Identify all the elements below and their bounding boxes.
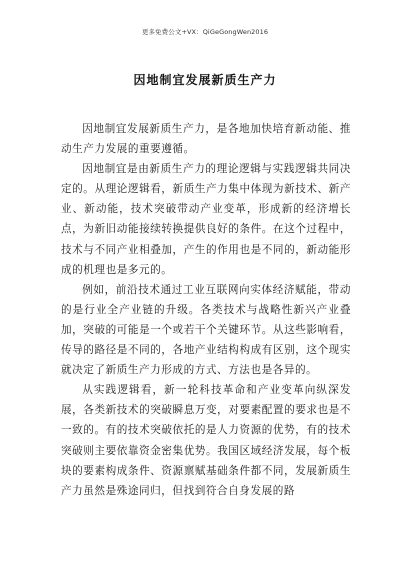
paragraph: 因地制宜是由新质生产力的理论逻辑与实践逻辑共同决定的。从理论逻辑看，新质生产力集中体现为新技术、新产业、新动能，技术突破带动产业变革，形成新的经济增长点，为新旧动能接续转换提供良好的条件。在这个过程中，技术与不同产业相叠加，产生的作用也是不同的，新动能形成的机理也是多元的。 (61, 163, 351, 276)
document-title: 因地制宜发展新质生产力 (133, 73, 277, 87)
header-note: 更多免费公文+VX：QiGeGongWen2016 (141, 28, 269, 36)
paragraph: 因地制宜发展新质生产力，是各地加快培育新动能、推动生产力发展的重要遵循。 (61, 123, 351, 156)
paragraph: 从实践逻辑看，新一轮科技革命和产业变革向纵深发展，各类新技术的突破瞬息万变，对要素配置的要求也是不一致的。有的技术突破依托的是人力资源的优势，有的技术突破则主要依靠资金密集优势。我国区域经济发展，每个板块的要素构成条件、资源禀赋基础条件都不同，发展新质生产力虽然是殊途同归，但找到符合自身发展的路 (61, 384, 351, 497)
paragraph: 例如，前沿技术通过工业互联网向实体经济赋能，带动的是行业全产业链的升级。各类技术与战略性新兴产业叠加，突破的可能是一个或若干个关键环节。从这些影响看，传导的路径是不同的，各地产业结构构成有区别，这个现实就决定了新质生产力形成的方式、方法也是各异的。 (61, 283, 351, 377)
document-body (61, 119, 351, 501)
